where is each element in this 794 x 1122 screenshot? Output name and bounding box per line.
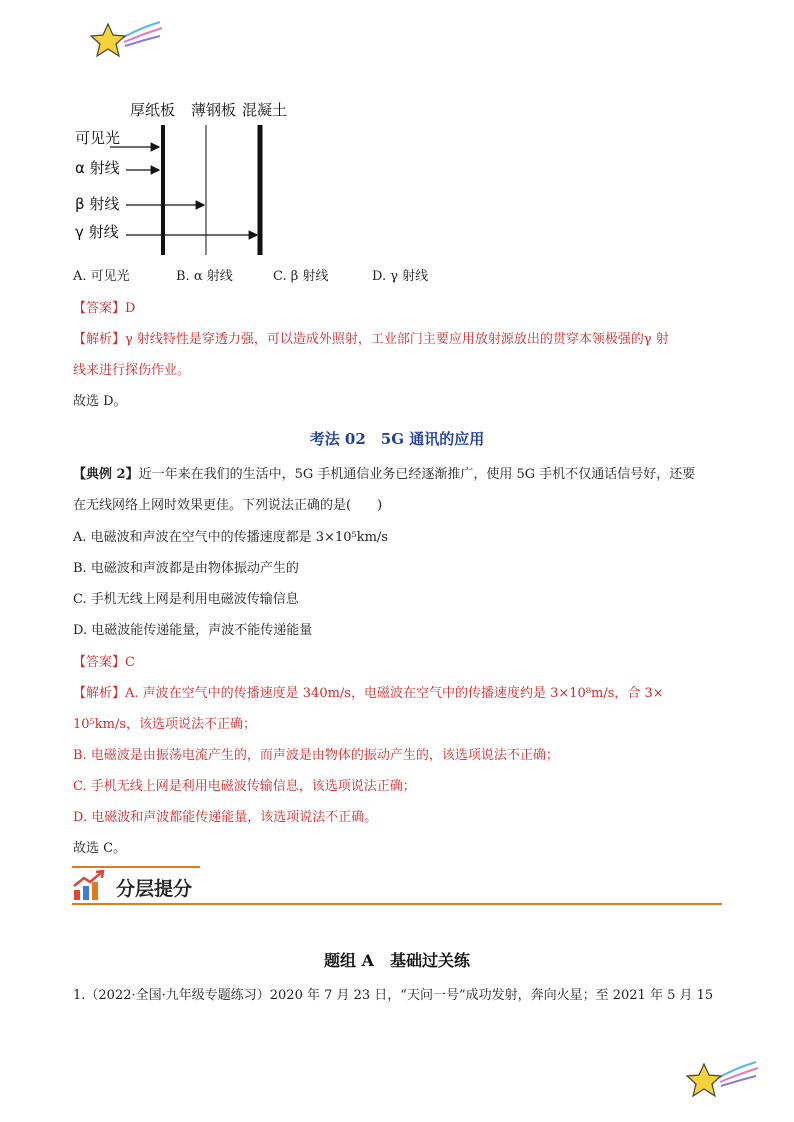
conclusion-text: 故选 D。 <box>73 394 127 409</box>
analysis-text: 【解析】A. 声波在空气中的传播速度是 340m/s，电磁波在空气中的传播速度约是 3×10⁸m/s，合 3× <box>73 686 664 701</box>
shooting-star-icon <box>684 1056 764 1100</box>
option: D. 电磁波能传递能量，声波不能传递能量 <box>73 623 313 638</box>
bar-chart-up-icon <box>72 870 106 902</box>
ray-label: γ 射线 <box>75 223 119 241</box>
analysis-text: D. 电磁波和声波都能传递能量，该选项说法不正确。 <box>73 810 378 825</box>
ray-label: α 射线 <box>75 159 120 177</box>
analysis-text: B. 电磁波是由振荡电流产生的，而声波是由物体的振动产生的，该选项说法不正确； <box>73 748 559 763</box>
option: A. 电磁波和声波在空气中的传播速度都是 3×10⁵km/s <box>73 530 388 545</box>
ray-label: β 射线 <box>75 195 120 213</box>
material-label: 厚纸板 <box>130 101 176 119</box>
analysis-text: C. 手机无线上网是利用电磁波传输信息，该选项说法正确； <box>73 779 416 794</box>
example-tag: 【典例 2】 <box>73 467 139 482</box>
material-label: 混凝土 <box>242 101 288 119</box>
option: B. 电磁波和声波都是由物体振动产生的 <box>73 561 299 576</box>
option: C. 手机无线上网是利用电磁波传输信息 <box>73 592 299 607</box>
banner-title: 分层提分 <box>116 878 193 900</box>
question-stem: 1.（2022·全国·九年级专题练习）2020 年 7 月 23 日，“天问一号”成功发射，奔向火星；至 2021 年 5 月 15 <box>73 988 714 1003</box>
analysis-text: 线来进行探伤作业。 <box>73 363 191 378</box>
penetration-diagram <box>70 95 310 265</box>
option: D. γ 射线 <box>372 269 429 284</box>
answer-text: 【答案】C <box>73 655 135 670</box>
section-banner <box>72 866 722 906</box>
option: B. α 射线 <box>176 269 233 284</box>
option: A. 可见光 <box>73 269 130 284</box>
group-heading: 题组 A 基础过关练 <box>324 951 470 970</box>
question-stem <box>73 466 695 484</box>
ray-label: 可见光 <box>75 129 121 147</box>
question-stem: 在无线网络上网时效果更佳。下列说法正确的是( ) <box>73 498 383 513</box>
option: C. β 射线 <box>273 269 329 284</box>
analysis-text: 10⁵km/s，该选项说法不正确； <box>73 717 257 732</box>
options-row <box>73 268 429 286</box>
stem-text: 近一年来在我们的生活中，5G 手机通信业务已经逐渐推广，使用 5G 手机不仅通话信号好，还要 <box>138 467 696 482</box>
answer-text: 【答案】D <box>73 301 136 316</box>
conclusion-text: 故选 C。 <box>73 841 127 856</box>
shooting-star-icon <box>88 16 168 60</box>
material-label: 薄钢板 <box>191 101 237 119</box>
section-heading: 考法 02 5G 通讯的应用 <box>309 430 485 448</box>
diagram-lines <box>70 95 310 265</box>
analysis-text: 【解析】γ 射线特性是穿透力强，可以造成外照射，工业部门主要应用放射源放出的贯穿本领极强的γ 射 <box>73 332 669 347</box>
